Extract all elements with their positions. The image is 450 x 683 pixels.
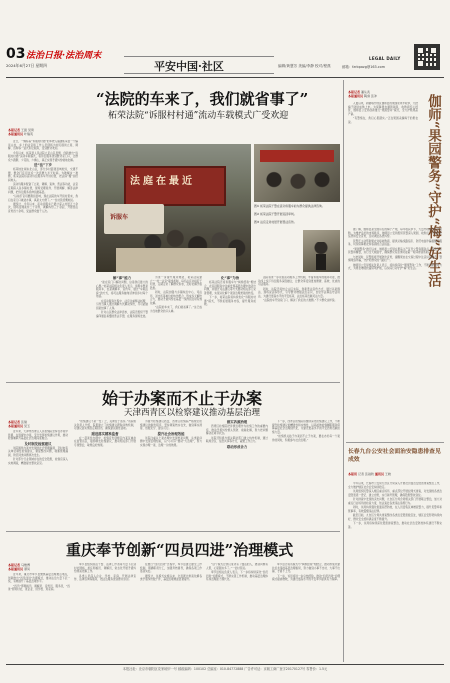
footer-text: 本报社址：北京市朝阳区花家地甲一号 邮政编码：100102 总编室：010-84772888 广告许可证：京朝工商广登字20170127号 零售价：1.5元: [122, 667, 328, 671]
article3-col3: 在推行“四员四进”过程中，奉节县建立健全工作机制，明确职责分工，加强考核督导，确保各项工作落到实处。 据统计，该模式实施以来，全县累计排查化解各类矛盾纠纷数千件，基层治理效能显著提升。: [140, 563, 202, 582]
masthead-rule: [6, 77, 444, 78]
right-lower-byline: 本报讯 记者 张淑秋 通讯员 王晓: [348, 472, 391, 476]
email-line: 邮箱：fzrbpazg@163.com: [342, 65, 386, 69]
right-col-a: 入夏以来，新疆喀什地区伽师县的果园迎来丰收季，大批梅子陆续成熟上市。为保障果农顺利销售、收购商安心经营，伽师县公安局创新推行“果园警务”模式，全力护航果品产销。 “有警察在，我们心里踏实。”正在果园采摘梅子的果农说。: [348, 102, 418, 124]
right-col-c: 今年以来，长春市公安局九台区分局深入开展社会面治安隐患排查整治工作，全力维护辖区社会治安持续稳定。 该局组织民警深入辖区重点场所、重点部位开展拉网式排查，对发现的各类治安隐患逐一登记、建立台账，实行销号管理，确保隐患整改到位。 针对排查中发现的突出问题，九台区分局会同相关部门开展联合整治，加大对重点行业场所的检查力度，依法查处各类违法违规行为。 同时，该局持续强化街面巡逻防控，在人员密集区域增派警力，提升见警率和管事率，有效震慑违法犯罪。 截至目前，九台区分局共排查整改各类治安隐患数百处，辖区治安形势持续向好，群众安全感和满意度不断提升。 下一步，该局将持续深化隐患排查整治，推动社会治安防控体系建设不断完善。: [348, 482, 442, 529]
article1-byline: 本报记者 王振 吴琦 本报通讯员 叶瑞英: [8, 128, 34, 137]
footer-rule: [6, 664, 444, 665]
article2-sub4: 做实诉源治理: [226, 420, 248, 424]
masthead: [6, 46, 444, 76]
page-number: 03: [6, 46, 26, 62]
article2-sub3: 提升社会治理效能: [157, 431, 185, 436]
article3-col1: 近年来，重庆市奉节县聚焦基层治理难点堵点，创新推出“四员四进”治理模式，推动法治力量下沉一线，有效提升了基层治理水平。 “四员”即网格员、调解员、宣传员、服务员，“四进”即进村社、进企业、进学校、进家庭。: [8, 573, 70, 592]
article1-sub1: 送“法”下乡: [33, 163, 53, 168]
article2-col2: “检察建议不是一发了之，关键在于落实。”该院相关负责人介绍，院里建立了检察建议跟踪问效机制，对建议落实情况定期回访，确保建议刚性落地。 跟进落实精准监督 在一起案件办理中，检察官发现辖区内某区域存在监管盲区，随即制发检察建议，推动相关部门开展专项整治，取得良好效果。: [74, 420, 136, 447]
article1-col1: 近日，一辆标着“诉服村村通”的车驶入福建柘荣县一个偏远山村，车上的法官和工作人员现场为村民提供立案、调解、咨询等一站式诉讼服务，受到群众欢迎。 今年以来，柘荣县人民法院立足山区县情，创新推出“诉服村村通”流动车载模式，将诉讼服务送到群众家门口，让群众少跑腿、少花钱、少操心，真正实现矛盾纠纷就地化解。 送“法”下乡 柘荣地处闽东北山区，部分乡村距离县城较远，交通不便，群众打官司往返一次需要大半天时间。为破解这一难题，柘荣法院将流动诉讼服务车开进村居，把法庭“搬”到田间地头。 流动诉服车配备了立案、调解、查询、普法等功能，法官定期深入各乡镇村居，现场受理案件、开展调解、解答法律问题，把诉讼服务延伸到最基层。 “以前打官司要跑到县城，现在法院的车开到村里来，我们在家门口就能办事，真是太方便了。”一位村民感慨地说。 据统计，今年以来，流动诉服车已累计深入村居五十余次，现场受理案件二十余件，调解纠纷三十余起，开展普法宣传四十余场，受益群众数千人次。: [8, 140, 78, 214]
article1-photo-main: [96, 144, 251, 272]
caption-2: 图② 柘荣法院干警开展巡回审判。: [254, 212, 297, 216]
article3-col4: “这个模式让我们身边有了懂法的人，遇到问题有人帮，心里踏实多了。”一位村民说。 奉节县相关负责人表示，下一步将持续深化“四员四进”治理模式，不断完善工作机制，推动基层治理体系和治理能力现代化。: [206, 563, 268, 582]
divider-a2-a3: [6, 531, 340, 532]
article1-sub3: 化“事”为治: [220, 276, 240, 280]
article3-headline: 重庆奉节创新“四员四进”治理模式: [66, 541, 294, 559]
article2-col5: 下一步，西青区检察院将继续深化检察建议工作，不断提升检察建议的精准性和实效性，以高质效检察履职服务保障基层社会治理现代化，为建设更高水平的平安西青贡献检察力量。 “检察机关始于办案而不止于办案，要在办好每一个案件的同时，积极参与社会治理。”: [272, 420, 340, 442]
right-col-b: 据了解，伽师县是全国有名的梅子产地，每年收获季节，大量外地客商前来收购。为维护良好的市场秩序，伽师县公安局组织民警深入果园、收购点，开展治安巡逻和安全宣传，及时调处各类纠纷。 民警还主动帮助果农对接收购商，提供运输线路指引、防范电信诈骗提醒等服务，切实保障果农和客商的合法权益。 “果园警务”推行以来，伽师县公安局在果品主产区设立警务服务点，配备专职民警和辅警，实行全天候值守，确保群众有需求时能第一时间得到帮助。 与此同时，民警积极开展防诈宣传，提醒果农在交易过程中注意识别假币、警惕网络诈骗，守护好群众的“钱袋子”。 伽师县公安局相关负责人表示，将持续深化“果园警务”工作，不断创新服务方式，为果农增收致富保驾护航，以实际行动守护“梅”好生活。: [348, 228, 442, 271]
article1-photo-right: [254, 144, 340, 202]
photo-right-flag: [260, 150, 334, 162]
article2-col4: 做实诉源治理 西青区检察院把诉源治理作为检察工作的重要内容，推动矛盾纠纷源头预防、前端化解，努力把问题解决在萌芽状态。 该院还积极与相关职能部门建立协作机制，通过联席会议、信息共享等方式，凝聚工作合力。 联动形成合力: [206, 420, 268, 449]
table: [116, 248, 236, 272]
article1-col5: 法院将进一步完善流动服务工作机制，丰富诉服车的服务功能，推动线上线下诉讼服务深度融合，让群众享受到更加便捷、高效、优质的司法服务。 同时，法院还将结合山区实际，创新普法宣传方式，通过以案释法、现场说法等形式，引导群众增强法治意识，自觉学法尊法守法用法，为建设更高水平的平安柘荣、法治柘荣贡献司法力量。 “法院的车开到家门口，解决了我们的大难题。”不少群众这样说。: [258, 276, 340, 303]
paper-name: 法治日报·法治周末: [26, 51, 102, 61]
article1: [6, 80, 340, 380]
article1-col4: 化“事”为治 柘荣法院还将诉服车与“枫桥经验”相结合，在巡回服务中注重发现基层治理中的突出问题，并通过司法建议等方式推动相关部门完善管理，实现从化解个案到治理类案的转变。 下一步，柘荣法院将持续优化“诉服村村通”模式，不断拓展服务内容，提升服务质效。: [204, 276, 256, 307]
small-photo-figure: [313, 242, 329, 270]
photo-right-people: [258, 166, 338, 200]
article2-headline: 始于办案而不止于办案: [102, 389, 263, 408]
article3-col5: 奉节县还将该模式与“枫桥经验”相结合，推动形成共建共治共享的基层治理格局，努力做到小事不出村、大事不出镇、矛盾不上交。 下一步，该县将进一步总结经验，推动“四员四进”治理模式提质增效，为建设更高水平的平安奉节提供有力保障。: [272, 563, 340, 582]
editors-line: 编辑/黄慧芳 美编/李静 校对/程燕: [278, 64, 331, 68]
section-title: 平安中国·社区: [154, 60, 224, 73]
right-lower-divider: [346, 442, 444, 443]
brand-logo: LEGAL DAILY: [369, 56, 401, 61]
article1-photo-small: [303, 230, 340, 272]
divider-a1-a2: [6, 382, 340, 383]
photo-sign: 法庭在最近: [130, 176, 195, 187]
article1-sub2: 解“事”能力: [112, 276, 132, 280]
right-title: 伽师“果园警务”守护“梅”好生活: [425, 94, 441, 288]
caption-3: 图③ 法官走进村居开展普法宣传。: [254, 220, 297, 224]
right-col-divider: [343, 80, 344, 662]
article1-col3: 为进一步提升服务效能，柘荣法院建立“一村一法官”联络机制，每名法官对接若干村居，定期走访了解群众诉求，及时化解矛盾隐患。 同时，法院加强与乡镇综治中心、司法所、派出所等单位的协作配合，形成多元解纷合力，推动矛盾纠纷在基层一线得到及时有效化解。 “法院的车来了，我们就省事了。”这已成为当地群众的口头禅。: [150, 276, 202, 313]
van-label: 诉服车: [110, 214, 129, 221]
article1-subhead: 柘荣法院“诉服村村通”流动车载模式广受欢迎: [108, 111, 289, 121]
section-banner: [124, 56, 274, 74]
article2-subhead: 天津西青区以检察建议推动基层治理: [124, 408, 261, 418]
article2-col3: 为提升检察建议质量，西青区检察院严格规范检察建议的制发程序，坚持调查核实在先，做到事实清楚、依据充分、建议可行。 提升社会治理效能 该院注重从个案办理中发现类案问题，从类案问题中发现治理短板，以“小切口”推动“大治理”，努力实现办理一案、治理一片的效果。: [140, 420, 202, 447]
date-line: 2024年6月27日 星期四: [6, 63, 47, 68]
article3-col2: 奉节县组织政法干警、法律工作者等力量下沉到村社网格，担任网格员、调解员，常态化开展矛盾纠纷排查化解工作。 各类人员深入企业、学校、家庭，开展法律宣传、法律咨询等服务，把法治服务送到群众身边。: [74, 563, 136, 582]
right-byline: 本报记者 潘从武 本报通讯员 陶睿 张冲: [348, 90, 377, 99]
qr-code: [414, 44, 440, 70]
article2-sub5: 联动形成合力: [226, 444, 248, 449]
article1-col2: 解“事”能力 “能在家门口解决问题，这是我们最大的心愿。”柘荣法院相关负责人表示，诉服车既是服务车，也是调解车、宣传车，通过“车载法庭”的方式，将司法服务触角延伸到乡村每个角落。 在流动服务过程中，法官注重释法析理，引导当事人通过调解方式解决纠纷，尽可能做到案结事了人和。 针对山区群众法律需求，法院还组织干警编印通俗易懂的普法手册，在服务现场发放。: [96, 276, 148, 318]
article2-sub2: 跟进落实精准监督: [91, 431, 119, 436]
right-lower-title: 长春九台公安社会面治安隐患排查见成效: [348, 449, 441, 463]
article3: [6, 533, 340, 663]
article2-col1: 近年来，天津市西青区人民检察院坚持在办案中监督、在监督中办案，充分发挥检察建议作用，推动检察履职与基层社会治理深度融合。 及时制发检察建议 该院围绕办案中发现的社会管理漏洞，及时向有关单位制发检察建议，督促整改问题，堵塞管理漏洞，防范同类问题再次发生。 针对部分行业领域存在的安全隐患，检察官深入实地调查，精准提出整改意见。: [8, 430, 68, 465]
article3-byline: 本报记者 马维博 本报通讯员 谭凤: [8, 563, 30, 572]
article1-headline: “法院的车来了，我们就省事了”: [96, 90, 309, 108]
right-column: [346, 80, 444, 662]
article2: [6, 384, 340, 530]
article2-byline: 本报记者 张驰 本报通讯员 吴玉: [8, 420, 30, 429]
article2-sub1: 及时制发检察建议: [24, 441, 52, 446]
caption-1: 图① 柘荣法院干警在流动诉服车前为群众提供法律咨询。: [254, 204, 325, 208]
